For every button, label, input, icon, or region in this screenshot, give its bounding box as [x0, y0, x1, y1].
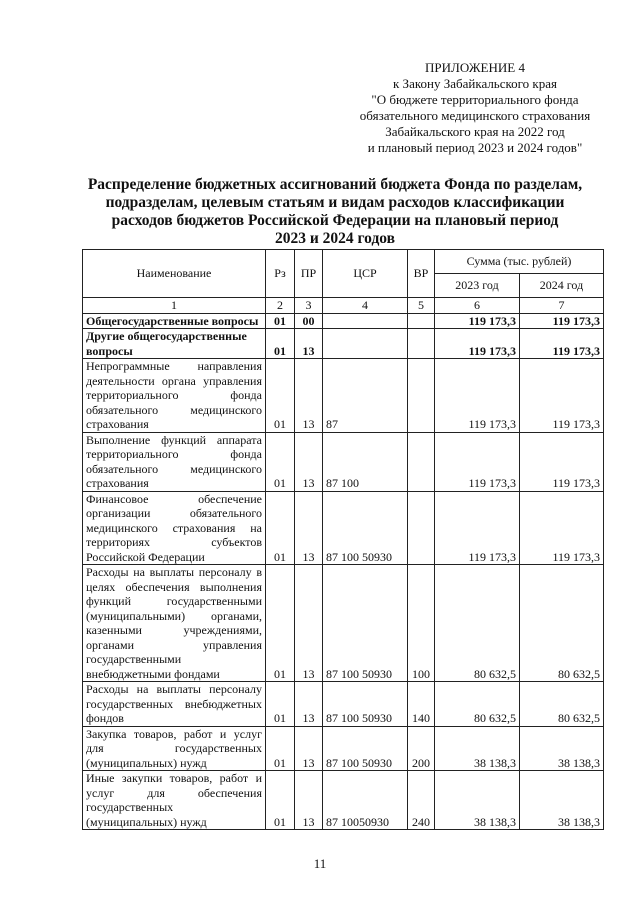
appendix-label: ПРИЛОЖЕНИЕ 4	[425, 60, 525, 75]
row-csr	[323, 313, 408, 329]
row-rz: 01	[266, 726, 295, 771]
appendix-header	[330, 60, 620, 156]
row-amount-2024: 119 173,3	[520, 359, 604, 433]
row-rz: 01	[266, 491, 295, 565]
row-vr	[408, 432, 435, 491]
row-pr: 13	[295, 565, 323, 682]
row-amount-2024: 119 173,3	[520, 491, 604, 565]
row-amount-2024: 38 138,3	[520, 771, 604, 830]
header-rz: Рз	[266, 250, 295, 298]
appendix-line: и плановый период 2023 и 2024 годов"	[367, 140, 583, 155]
row-amount-2023: 119 173,3	[435, 329, 520, 359]
column-number: 4	[323, 298, 408, 314]
row-amount-2023: 119 173,3	[435, 432, 520, 491]
row-pr: 13	[295, 726, 323, 771]
header-name: Наименование	[83, 250, 266, 298]
header-year-2023: 2023 год	[435, 274, 520, 298]
row-pr: 13	[295, 771, 323, 830]
column-number: 6	[435, 298, 520, 314]
row-name: Расходы на выплаты персоналу государственных внебюджетных фондов	[83, 682, 266, 727]
row-pr: 00	[295, 313, 323, 329]
row-amount-2024: 38 138,3	[520, 726, 604, 771]
row-name: Иные закупки товаров, работ и услуг для обеспечения государственных (муниципальных) нужд	[83, 771, 266, 830]
row-amount-2024: 80 632,5	[520, 682, 604, 727]
row-csr: 87 10050930	[323, 771, 408, 830]
header-sum: Сумма (тыс. рублей)	[435, 250, 604, 274]
appendix-line: "О бюджете территориального фонда	[371, 92, 579, 107]
row-csr: 87 100 50930	[323, 491, 408, 565]
table-row	[83, 726, 604, 771]
row-amount-2023: 80 632,5	[435, 565, 520, 682]
row-name: Финансовое обеспечение организации обязательного медицинского страхования на территориях субъектов Российской Федерации	[83, 491, 266, 565]
title-line: расходов бюджетов Российской Федерации на плановый период	[111, 212, 559, 229]
column-number: 1	[83, 298, 266, 314]
row-vr	[408, 359, 435, 433]
row-rz: 01	[266, 359, 295, 433]
header-vr: ВР	[408, 250, 435, 298]
table-row	[83, 682, 604, 727]
row-amount-2024: 119 173,3	[520, 313, 604, 329]
row-pr: 13	[295, 432, 323, 491]
row-csr: 87	[323, 359, 408, 433]
row-amount-2024: 119 173,3	[520, 329, 604, 359]
row-amount-2023: 119 173,3	[435, 313, 520, 329]
row-name: Другие общегосударственные вопросы	[83, 329, 266, 359]
column-number: 2	[266, 298, 295, 314]
table-row	[83, 359, 604, 433]
row-name: Непрограммные направления деятельности органа управления территориального фонда обязательного медицинского страхования	[83, 359, 266, 433]
row-amount-2023: 80 632,5	[435, 682, 520, 727]
row-rz: 01	[266, 432, 295, 491]
title-line: подразделам, целевым статьям и видам расходов классификации	[105, 194, 565, 211]
title-line: 2023 и 2024 годов	[274, 230, 396, 247]
header-csr: ЦСР	[323, 250, 408, 298]
budget-table	[82, 249, 604, 830]
header-pr: ПР	[295, 250, 323, 298]
row-vr	[408, 313, 435, 329]
row-rz: 01	[266, 565, 295, 682]
table-row	[83, 329, 604, 359]
row-pr: 13	[295, 329, 323, 359]
row-pr: 13	[295, 359, 323, 433]
column-number-row	[83, 298, 604, 314]
row-csr	[323, 329, 408, 359]
row-rz: 01	[266, 682, 295, 727]
row-csr: 87 100 50930	[323, 565, 408, 682]
row-amount-2023: 119 173,3	[435, 491, 520, 565]
row-vr: 200	[408, 726, 435, 771]
title-line: Распределение бюджетных ассигнований бюджета Фонда по разделам,	[87, 176, 583, 193]
row-vr: 140	[408, 682, 435, 727]
row-amount-2024: 80 632,5	[520, 565, 604, 682]
row-amount-2023: 119 173,3	[435, 359, 520, 433]
table-row	[83, 313, 604, 329]
row-vr: 100	[408, 565, 435, 682]
appendix-line: обязательного медицинского страхования	[359, 108, 591, 123]
column-number: 5	[408, 298, 435, 314]
row-name: Закупка товаров, работ и услуг для государственных (муниципальных) нужд	[83, 726, 266, 771]
row-amount-2024: 119 173,3	[520, 432, 604, 491]
row-name: Общегосударственные вопросы	[83, 313, 266, 329]
page-number: 11	[313, 856, 327, 871]
row-name: Выполнение функций аппарата территориального фонда обязательного медицинского страхования	[83, 432, 266, 491]
table-row	[83, 771, 604, 830]
document-title	[70, 176, 600, 248]
row-pr: 13	[295, 682, 323, 727]
row-csr: 87 100	[323, 432, 408, 491]
row-rz: 01	[266, 771, 295, 830]
appendix-line: к Закону Забайкальского края	[392, 76, 557, 91]
row-vr	[408, 491, 435, 565]
column-number: 3	[295, 298, 323, 314]
table-row	[83, 432, 604, 491]
row-amount-2023: 38 138,3	[435, 726, 520, 771]
row-rz: 01	[266, 329, 295, 359]
row-csr: 87 100 50930	[323, 726, 408, 771]
row-vr: 240	[408, 771, 435, 830]
row-name: Расходы на выплаты персоналу в целях обеспечения выполнения функций государственными (муниципальными) органами, казенными учреждениями, органами управления государственными внебюджетными фондами	[83, 565, 266, 682]
row-pr: 13	[295, 491, 323, 565]
row-csr: 87 100 50930	[323, 682, 408, 727]
table-row	[83, 565, 604, 682]
table-row	[83, 491, 604, 565]
column-number: 7	[520, 298, 604, 314]
row-vr	[408, 329, 435, 359]
row-rz: 01	[266, 313, 295, 329]
appendix-line: Забайкальского края на 2022 год	[385, 124, 565, 139]
row-amount-2023: 38 138,3	[435, 771, 520, 830]
header-year-2024: 2024 год	[520, 274, 604, 298]
